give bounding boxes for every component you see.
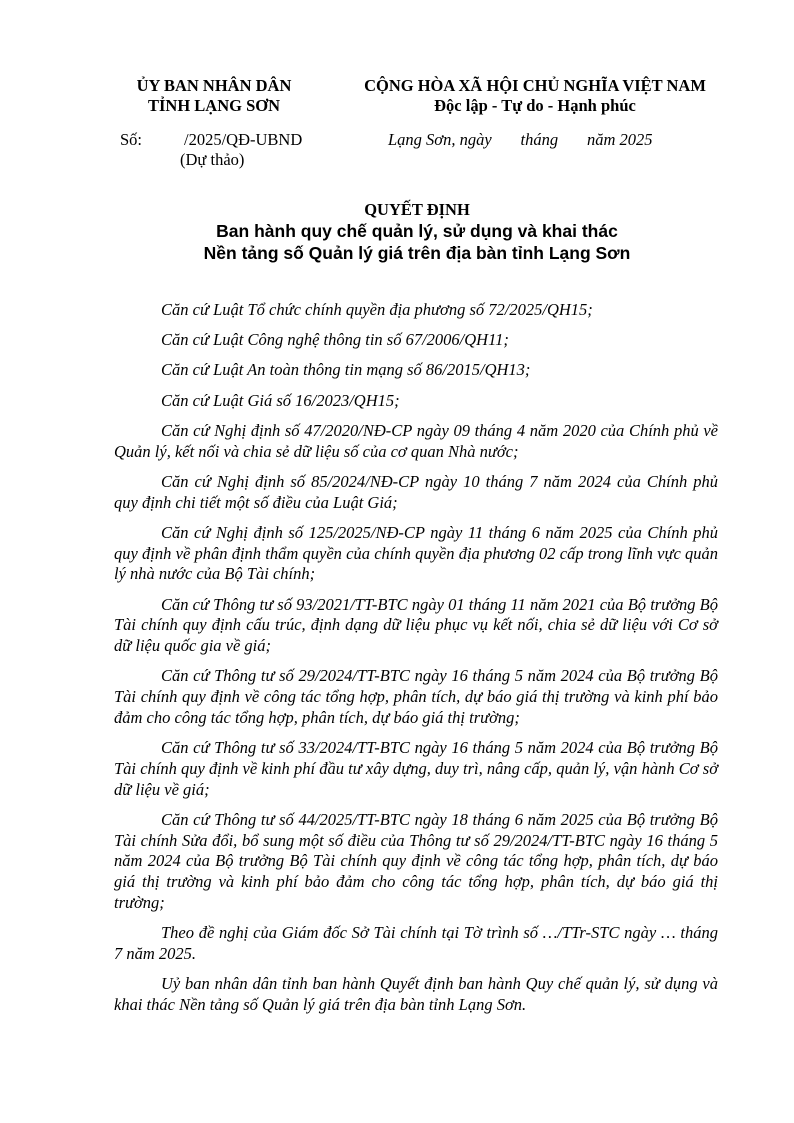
document-number bbox=[120, 130, 350, 170]
doc-number-label: Số: bbox=[120, 130, 143, 149]
proposal-paragraph: Theo đề nghị của Giám đốc Sở Tài chính tại Tờ trình số …/TTr-STC ngày … tháng 7 năm 2025. bbox=[114, 923, 718, 964]
document-body bbox=[114, 300, 718, 1025]
decision-title bbox=[100, 200, 734, 264]
doc-number-value: /2025/QĐ-UBND bbox=[184, 130, 303, 149]
legal-basis-paragraph: Căn cứ Thông tư số 44/2025/TT-BTC ngày 18 tháng 6 năm 2025 của Bộ trưởng Bộ Tài chính Sửa đổi, bổ sung một số điều của Thông tư số 29/2024/TT-BTC ngày 16 tháng 5 năm 2024 của Bộ trưởng Bộ Tài chính quy định về công tác tổng hợp, phân tích, dự báo giá thị trường và kinh phí bảo đảm cho công tác tổng hợp, phân tích, dự báo giá thị trường; bbox=[114, 809, 718, 913]
legal-basis-paragraph: Căn cứ Nghị định số 47/2020/NĐ-CP ngày 09 tháng 4 năm 2020 của Chính phủ về Quản lý, kết nối và chia sẻ dữ liệu số của cơ quan Nhà nước; bbox=[114, 420, 718, 461]
legal-basis-paragraph: Căn cứ Thông tư số 93/2021/TT-BTC ngày 01 tháng 11 năm 2021 của Bộ trưởng Bộ Tài chính quy định cấu trúc, định dạng dữ liệu phục vụ kết nối, chia sẻ dữ liệu với Cơ sở dữ liệu quốc gia về giá; bbox=[114, 594, 718, 656]
legal-basis-paragraph: Căn cứ Luật Giá số 16/2023/QH15; bbox=[161, 390, 400, 410]
subject-line-1: Ban hành quy chế quản lý, sử dụng và khai thác bbox=[216, 221, 618, 241]
legal-basis-paragraph: Căn cứ Luật An toàn thông tin mạng số 86/2015/QH13; bbox=[161, 360, 531, 380]
nation-name: CỘNG HÒA XÃ HỘI CHỦ NGHĨA VIỆT NAM bbox=[364, 76, 706, 95]
legal-basis-paragraph: Căn cứ Nghị định số 85/2024/NĐ-CP ngày 10 tháng 7 năm 2024 của Chính phủ quy định chi tiết một số điều của Luật Giá; bbox=[114, 471, 718, 512]
place-date: Lạng Sơn, ngày tháng năm 2025 bbox=[388, 130, 653, 149]
authority-line-1: ỦY BAN NHÂN DÂN bbox=[136, 76, 292, 95]
subject-line-2: Nền tảng số Quản lý giá trên địa bàn tỉnh Lạng Sơn bbox=[203, 243, 631, 263]
document-kind: QUYẾT ĐỊNH bbox=[364, 200, 470, 219]
national-motto bbox=[340, 76, 730, 116]
legal-basis-paragraph: Căn cứ Nghị định số 125/2025/NĐ-CP ngày 11 tháng 6 năm 2025 của Chính phủ quy định về phân định thẩm quyền của chính quyền địa phương 02 cấp trong lĩnh vực quản lý nhà nước của Bộ Tài chính; bbox=[114, 522, 718, 584]
draft-note: (Dự thảo) bbox=[180, 150, 245, 169]
motto: Độc lập - Tự do - Hạnh phúc bbox=[434, 96, 636, 115]
authority-line-2: TỈNH LẠNG SƠN bbox=[147, 96, 281, 115]
issuing-authority bbox=[104, 76, 324, 116]
legal-basis-paragraph: Căn cứ Luật Tổ chức chính quyền địa phương số 72/2025/QH15; bbox=[161, 300, 593, 319]
legal-basis-paragraph: Căn cứ Thông tư số 33/2024/TT-BTC ngày 16 tháng 5 năm 2024 của Bộ trưởng Bộ Tài chính quy định về kinh phí đầu tư xây dựng, duy trì, nâng cấp, quản lý, vận hành Cơ sở dữ liệu về giá; bbox=[114, 738, 718, 799]
legal-basis-paragraph: Căn cứ Thông tư số 29/2024/TT-BTC ngày 16 tháng 5 năm 2024 của Bộ trưởng Bộ Tài chính quy định về công tác tổng hợp, phân tích, dự báo giá thị trường và kinh phí bảo đảm cho công tác tổng hợp, phân tích, dự báo giá thị trường; bbox=[114, 666, 718, 727]
legal-basis-paragraph: Căn cứ Luật Công nghệ thông tin số 67/2006/QH11; bbox=[161, 330, 509, 350]
decision-paragraph: Uỷ ban nhân dân tỉnh ban hành Quyết định ban hành Quy chế quản lý, sử dụng và khai thác Nền tảng số Quản lý giá trên địa bàn tỉnh Lạng Sơn. bbox=[114, 974, 718, 1014]
